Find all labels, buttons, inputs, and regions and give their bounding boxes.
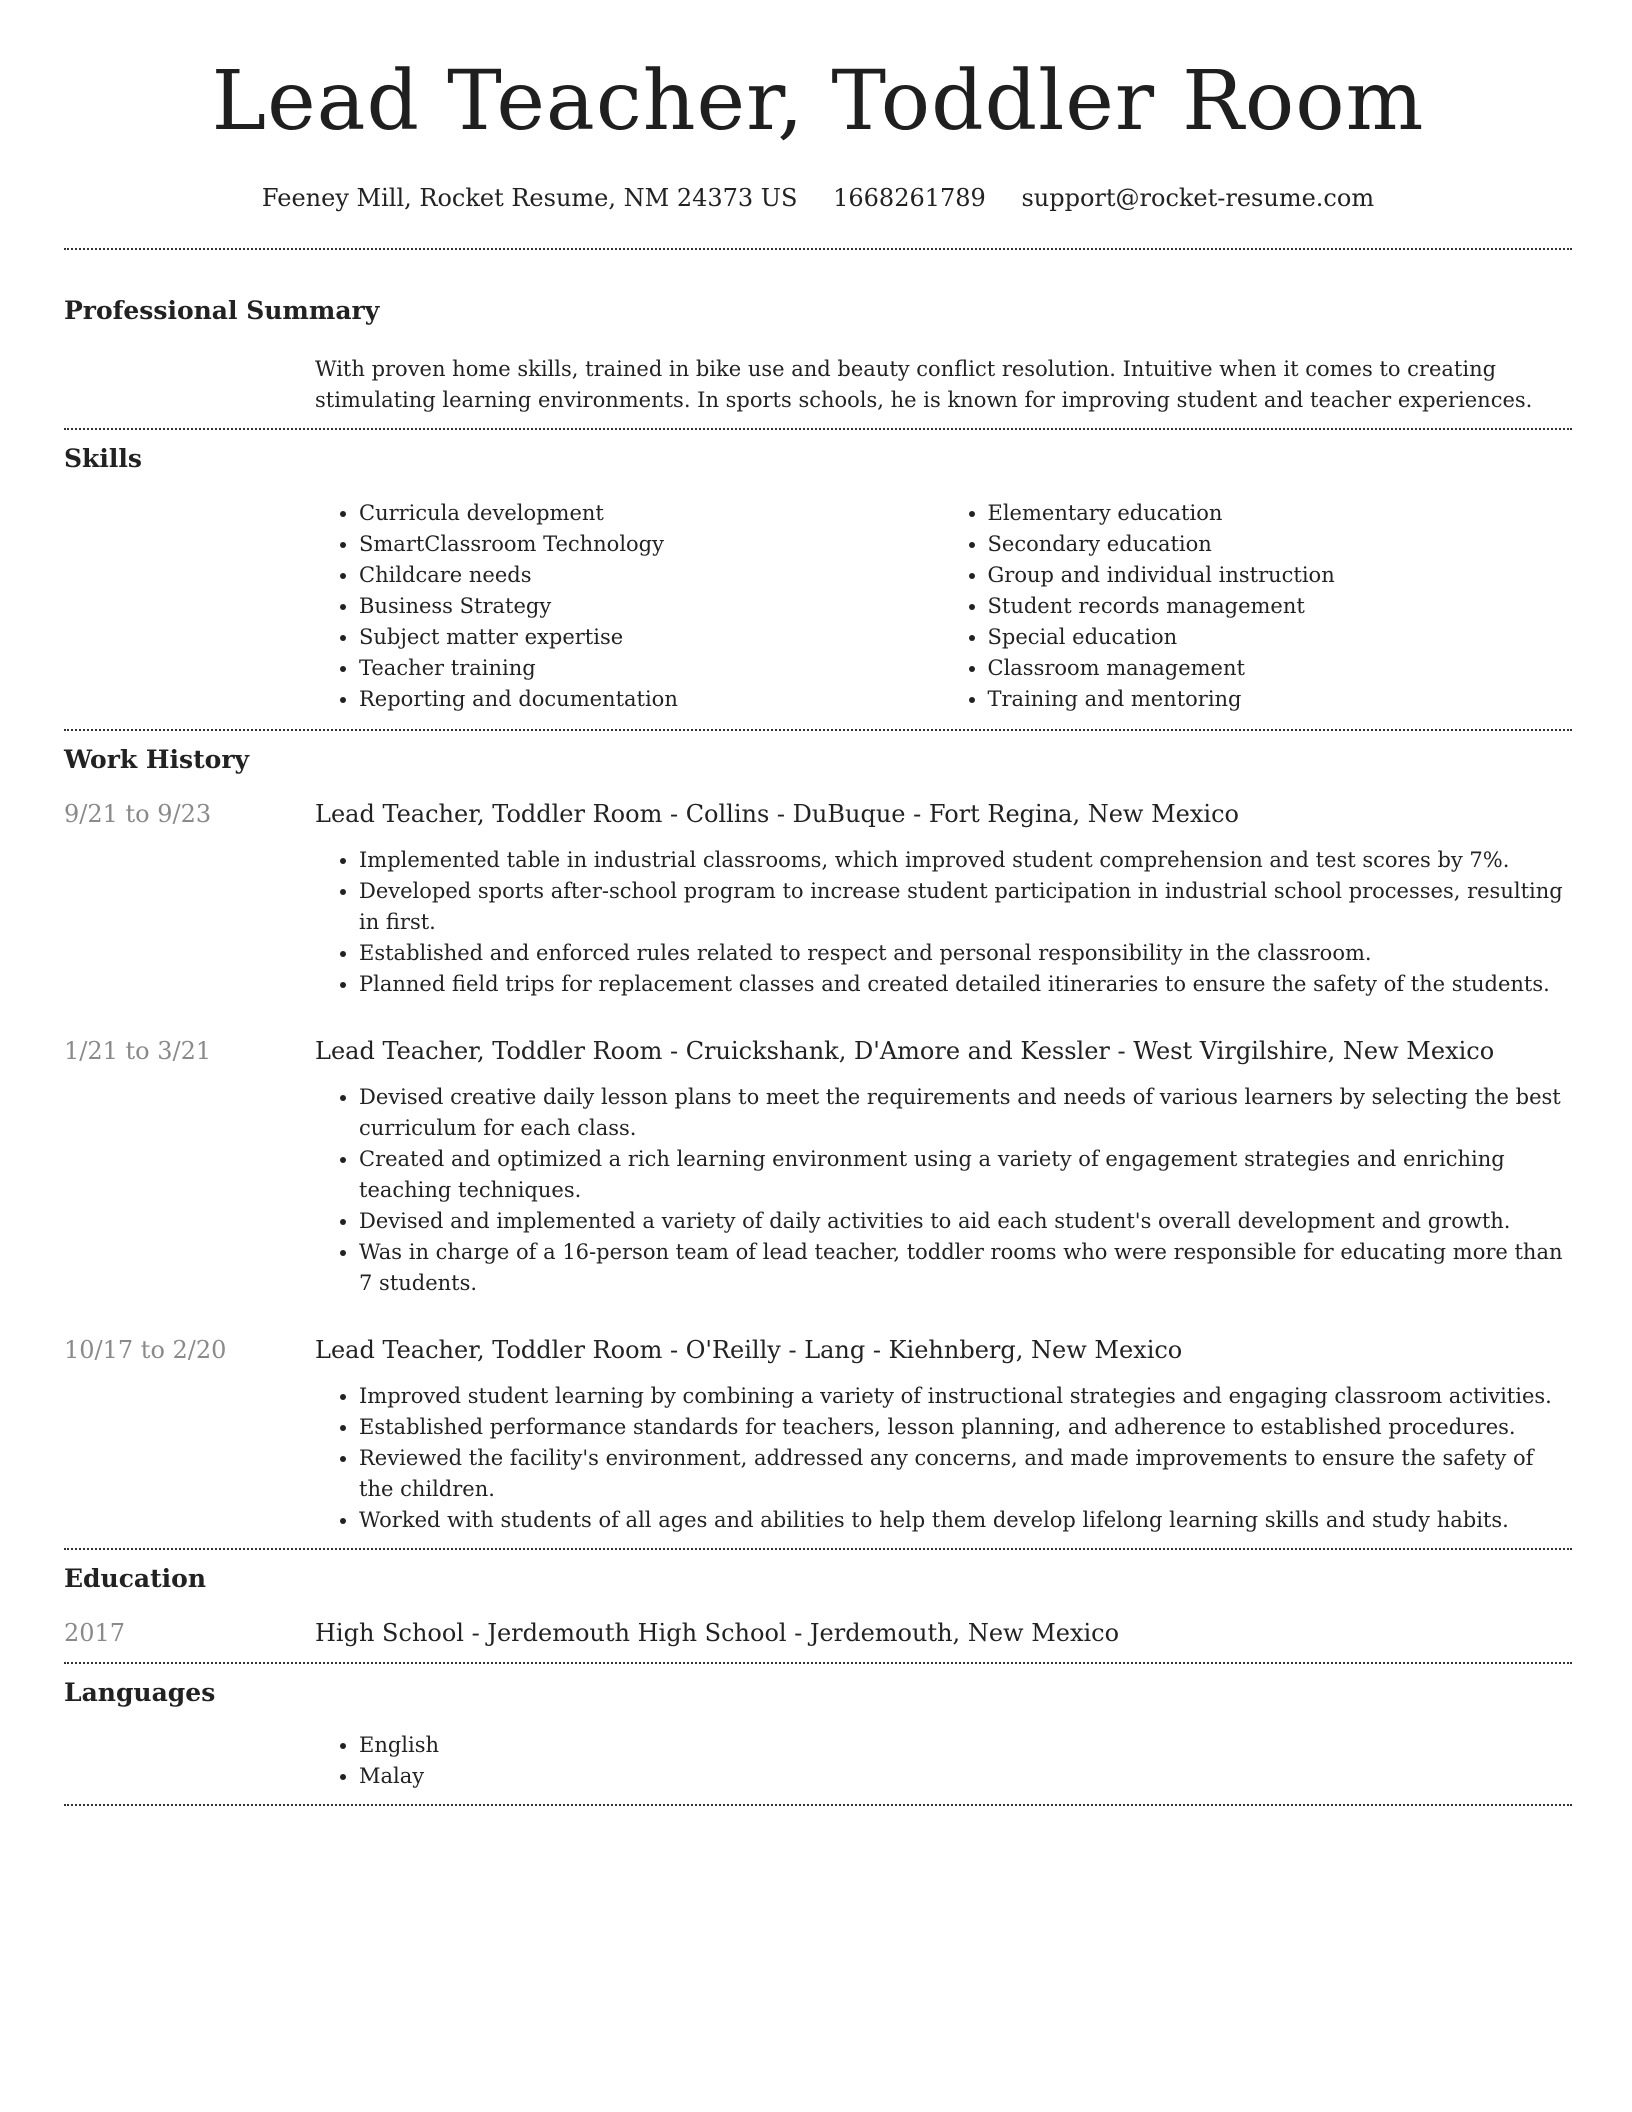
skill-item: • Teacher training <box>359 653 944 684</box>
education-entry <box>64 1616 1572 1650</box>
education-title: High School - Jerdemouth High School - Jerdemouth, New Mexico <box>315 1619 1120 1647</box>
summary-section <box>64 250 1572 416</box>
skill-item: • Elementary education <box>988 498 1573 529</box>
contact-email: support@rocket-resume.com <box>1021 184 1375 212</box>
skill-item: • Childcare needs <box>359 560 944 591</box>
job-bullet: • Was in charge of a 16-person team of lead teacher, toddler rooms who were responsible for educating more than 7 students. <box>359 1237 1572 1299</box>
job-bullet: • Implemented table in industrial classrooms, which improved student comprehension and test scores by 7%. <box>359 845 1572 876</box>
job-date: 9/21 to 9/23 <box>64 800 212 828</box>
job-bullet: • Improved student learning by combining a variety of instructional strategies and engaging classroom activities. <box>359 1381 1572 1412</box>
skill-item: • Special education <box>988 622 1573 653</box>
skill-item: • Subject matter expertise <box>359 622 944 653</box>
job-bullet: • Worked with students of all ages and abilities to help them develop lifelong learning skills and study habits. <box>359 1505 1572 1536</box>
job-bullets <box>315 845 1572 1000</box>
skills-section <box>64 430 1572 715</box>
skill-item: • Reporting and documentation <box>359 684 944 715</box>
skill-item: • Secondary education <box>988 529 1573 560</box>
education-date: 2017 <box>64 1619 126 1647</box>
work-heading: Work History <box>64 745 250 774</box>
job-bullet: • Created and optimized a rich learning environment using a variety of engagement strategies and enriching teaching techniques. <box>359 1144 1572 1206</box>
job-bullets <box>315 1082 1572 1299</box>
job-bullet: • Established performance standards for teachers, lesson planning, and adherence to established procedures. <box>359 1412 1572 1443</box>
languages-section <box>64 1664 1572 1792</box>
work-section <box>64 731 1572 1536</box>
skills-list-right <box>944 498 1573 715</box>
divider <box>64 1804 1572 1806</box>
languages-heading: Languages <box>64 1678 216 1707</box>
skill-item: • Classroom management <box>988 653 1573 684</box>
job-bullet: • Devised creative daily lesson plans to meet the requirements and needs of various learners by selecting the best curriculum for each class. <box>359 1082 1572 1144</box>
skill-item: • Business Strategy <box>359 591 944 622</box>
job-bullet: • Developed sports after-school program to increase student participation in industrial school processes, resulting in first. <box>359 876 1572 938</box>
contact-address: Feeney Mill, Rocket Resume, NM 24373 US <box>261 184 798 212</box>
skills-list-left <box>315 498 944 715</box>
education-heading: Education <box>64 1564 207 1593</box>
contact-line <box>64 182 1572 214</box>
job-entry <box>64 1333 1572 1536</box>
language-item: • Malay <box>359 1761 1572 1792</box>
skill-item: • Curricula development <box>359 498 944 529</box>
job-date: 10/17 to 2/20 <box>64 1336 227 1364</box>
job-bullet: • Established and enforced rules related to respect and personal responsibility in the classroom. <box>359 938 1572 969</box>
skill-item: • Student records management <box>988 591 1573 622</box>
skill-item: • Group and individual instruction <box>988 560 1573 591</box>
job-bullets <box>315 1381 1572 1536</box>
job-date: 1/21 to 3/21 <box>64 1037 212 1065</box>
resume-name: Lead Teacher, Toddler Room <box>211 54 1425 149</box>
summary-text: With proven home skills, trained in bike use and beauty conflict resolution. Intuitive when it comes to creating stimulating learning environments. In sports schools, he is known for improving student and teacher experiences. <box>315 357 1533 412</box>
skills-heading: Skills <box>64 444 142 473</box>
education-section <box>64 1550 1572 1650</box>
contact-phone: 1668261789 <box>833 184 986 212</box>
skill-item: • Training and mentoring <box>988 684 1573 715</box>
job-title: Lead Teacher, Toddler Room - Cruickshank, D'Amore and Kessler - West Virgilshire, New Mexico <box>315 1037 1495 1065</box>
job-entry <box>64 797 1572 1000</box>
job-bullet: • Devised and implemented a variety of daily activities to aid each student's overall development and growth. <box>359 1206 1572 1237</box>
languages-list <box>315 1730 1572 1792</box>
job-bullet: • Reviewed the facility's environment, addressed any concerns, and made improvements to ensure the safety of the children. <box>359 1443 1572 1505</box>
skill-item: • SmartClassroom Technology <box>359 529 944 560</box>
summary-heading: Professional Summary <box>64 296 380 325</box>
resume-page <box>64 0 1572 1806</box>
job-title: Lead Teacher, Toddler Room - Collins - DuBuque - Fort Regina, New Mexico <box>315 800 1239 828</box>
job-entry <box>64 1034 1572 1299</box>
language-item: • English <box>359 1730 1572 1761</box>
job-bullet: • Planned field trips for replacement classes and created detailed itineraries to ensure the safety of the students. <box>359 969 1572 1000</box>
job-title: Lead Teacher, Toddler Room - O'Reilly - Lang - Kiehnberg, New Mexico <box>315 1336 1183 1364</box>
